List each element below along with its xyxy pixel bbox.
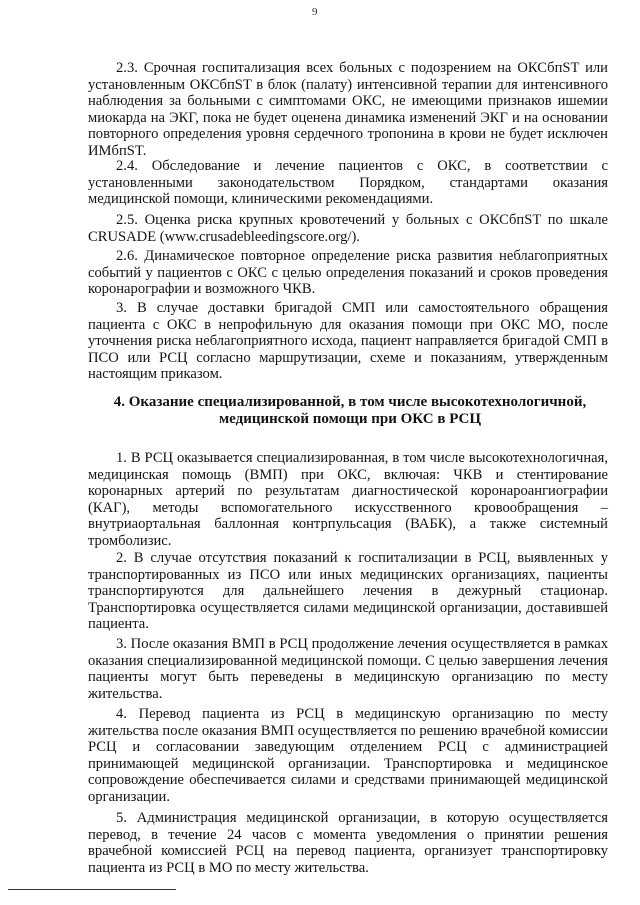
paragraph-2-6: 2.6. Динамическое повторное определение риска развития неблагоприятных событий у пациентов с ОКС с целью определения показаний и сроков проведения коронарографии и возможного ЧКВ.	[88, 248, 608, 298]
paragraph-3: 3. В случае доставки бригадой СМП или самостоятельного обращения пациента с ОКС в непрофильную для оказания помощи при ОКС МО, после уточнения риска неблагоприятного исхода, пациент направляется бригадой СМП в ПСО или РСЦ согласно маршрутизации, схеме и показаниям, утвержденным настоящим приказом.	[88, 300, 608, 383]
paragraph-2-4: 2.4. Обследование и лечение пациентов с ОКС, в соответствии с установленными законодательством Порядком, стандартами оказания медицинской помощи, клиническими рекомендациями.	[88, 158, 608, 208]
paragraph-2-3: 2.3. Срочная госпитализация всех больных с подозрением на ОКСбпST или установленным ОКСбпST в блок (палату) интенсивной терапии для интенсивного наблюдения за больными с симптомами ОКС, не имеющими признаков ишемии миокарда на ЭКГ, пока не будет оценена динамика изменений ЭКГ и на основании повторного определения уровня сердечного тропонина в крови не будет исключен ИМбпST.	[88, 60, 608, 159]
section-heading: 4. Оказание специализированной, в том числе высокотехнологичной, медицинской помощи при ОКС в РСЦ	[113, 394, 587, 427]
section-paragraph-1: 1. В РСЦ оказывается специализированная, в том числе высокотехнологичная, медицинская помощь (ВМП) при ОКС, включая: ЧКВ и стентирование коронарных артерий по результатам диагностической коронароангиографии (КАГ), методы вспомогательного искусственного кровообращения – внутриаортальная баллонная контрпульсация (ВАБК), а также системный тромболизис.	[88, 450, 608, 549]
section-paragraph-3: 3. После оказания ВМП в РСЦ продолжение лечения осуществляется в рамках оказания специализированной медицинской помощи. С целью завершения лечения пациенты могут быть переведены в медицинскую организацию по месту жительства.	[88, 636, 608, 702]
page-number: 9	[312, 6, 318, 18]
paragraph-2-5: 2.5. Оценка риска крупных кровотечений у больных с ОКСбпST по шкале CRUSADE (www.crusadebleedingscore.org/).	[88, 212, 608, 245]
section-paragraph-4: 4. Перевод пациента из РСЦ в медицинскую организацию по месту жительства после оказания ВМП осуществляется по решению врачебной комиссии РСЦ и согласовании заведующим отделением РСЦ с администрацией принимающей медицинской организации. Транспортировка и медицинское сопровождение обеспечивается силами и средствами принимающей медицинской организации.	[88, 706, 608, 805]
section-paragraph-2: 2. В случае отсутствия показаний к госпитализации в РСЦ, выявленных у транспортированных из ПСО или иных медицинских организациях, пациенты транспортируются для дальнейшего лечения в дежурный стационар. Транспортировка осуществляется силами медицинской организации, доставившей пациента.	[88, 550, 608, 633]
footnote-rule	[8, 889, 176, 890]
section-paragraph-5: 5. Администрация медицинской организации, в которую осуществляется перевод, в течение 24 часов с момента уведомления о принятии решения врачебной комиссией РСЦ на перевод пациента, организует транспортировку пациента из РСЦ в МО по месту жительства.	[88, 810, 608, 876]
